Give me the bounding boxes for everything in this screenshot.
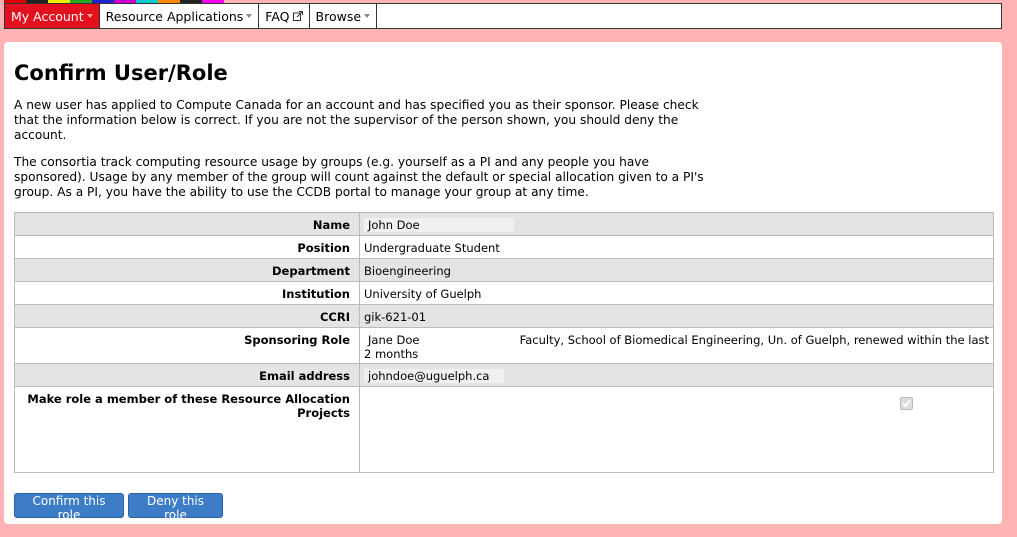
nav-browse-label: Browse: [315, 8, 362, 24]
top-navbar: [4, 3, 1002, 29]
department-label: Department: [15, 259, 360, 282]
institution-label: Institution: [15, 282, 360, 305]
consortia-paragraph: The consortia track computing resource usage by groups (e.g. yourself as a PI and any people you have sponsored). Usage by any member of the group will count against the default or special allocation given to a PI's group. As a PI, you have the ability to use the CCDB portal to manage your group at any time.: [14, 155, 704, 199]
sponsor-role-duration: 2 months: [364, 347, 419, 361]
intro-paragraph: A new user has applied to Compute Canada for an account and has specified you as their sponsor. Please check that the information below is correct. If you are not the supervisor of the person shown, you should deny the account.: [14, 98, 699, 142]
institution-value: University of Guelph: [360, 282, 994, 305]
rap-checkbox[interactable]: [900, 397, 913, 410]
nav-resource-applications-label: Resource Applications: [105, 8, 244, 24]
position-value: Undergraduate Student: [360, 236, 994, 259]
name-label: Name: [15, 213, 360, 236]
table-row: [15, 282, 994, 305]
table-row: [15, 305, 994, 328]
sponsor-role-detail: Faculty, School of Biomedical Engineering, Un. of Guelph, renewed within the last: [519, 333, 989, 347]
table-row: [15, 364, 994, 387]
department-value: Bioengineering: [360, 259, 994, 282]
name-value: John Doe: [364, 218, 514, 232]
email-label: Email address: [15, 364, 360, 387]
position-label: Position: [15, 236, 360, 259]
rap-label: Make role a member of these Resource Allocation Projects: [15, 387, 360, 473]
table-row: [15, 213, 994, 236]
chevron-down-icon: [87, 14, 93, 18]
table-row: [15, 387, 994, 473]
nav-faq-label: FAQ: [265, 8, 290, 24]
sponsoring-role-label: Sponsoring Role: [15, 328, 360, 364]
external-link-icon: [293, 11, 303, 21]
deny-role-button[interactable]: Deny this role: [128, 493, 223, 518]
table-row: [15, 259, 994, 282]
email-value: johndoe@uguelph.ca: [364, 369, 504, 383]
ccri-label: CCRI: [15, 305, 360, 328]
content-panel: [4, 42, 1002, 524]
user-info-table: [14, 212, 994, 473]
chevron-down-icon: [364, 14, 370, 18]
chevron-down-icon: [246, 14, 252, 18]
table-row: [15, 236, 994, 259]
table-row: [15, 328, 994, 364]
confirm-role-button[interactable]: Confirm this role: [14, 493, 124, 518]
page-title: Confirm User/Role: [14, 61, 228, 85]
ccri-value: gik-621-01: [360, 305, 994, 328]
sponsor-name: Jane Doe: [368, 333, 420, 347]
nav-faq[interactable]: [259, 4, 309, 28]
nav-browse[interactable]: [310, 4, 378, 28]
nav-resource-applications[interactable]: [100, 4, 260, 28]
nav-my-account[interactable]: [5, 4, 100, 28]
nav-my-account-label: My Account: [11, 8, 84, 24]
checkmark-icon: [901, 398, 912, 409]
